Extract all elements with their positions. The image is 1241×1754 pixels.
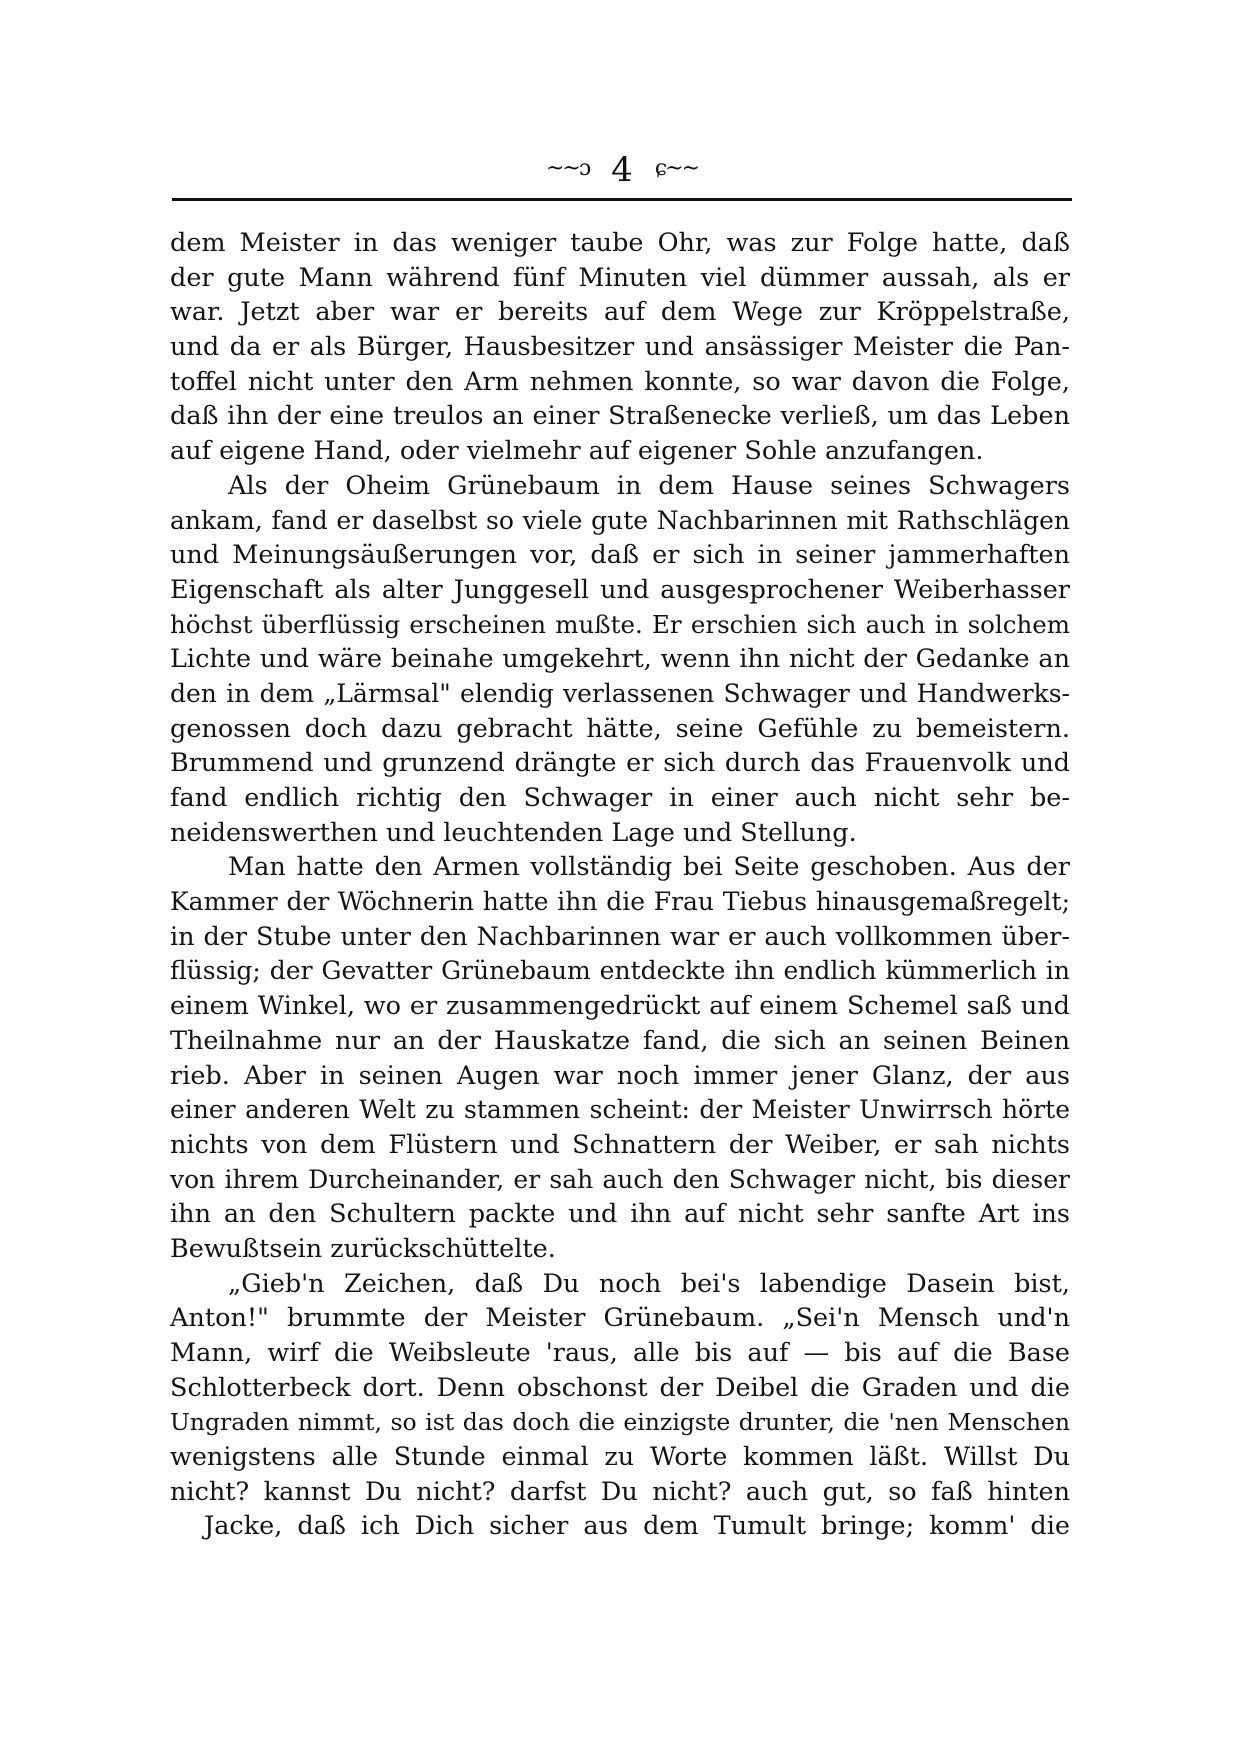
page-number: 4 (611, 150, 633, 190)
text-line: ihn an den Schultern packte und ihn auf nicht sehr sanfte Art ins (170, 1199, 1070, 1230)
text-line: auf eigene Hand, oder vielmehr auf eigener Sohle anzufangen. (170, 436, 984, 467)
text-line: der gute Mann während fünf Minuten viel dümmer aussah, als er (170, 262, 1070, 293)
text-line: Als der Oheim Grünebaum in dem Hause seines Schwagers (228, 470, 1070, 501)
text-line: Jacke, daß ich Dich sicher aus dem Tumult bringe; komm' die (204, 1511, 1070, 1542)
text-line: flüssig; der Gevatter Grünebaum entdeckte ihn endlich kümmerlich in (170, 956, 1070, 986)
text-line: den in dem „Lärmsal" elendig verlassenen Schwager und Handwerks- (170, 678, 1070, 708)
text-line: wenigstens alle Stunde einmal zu Worte kommen läßt. Willst Du (170, 1442, 1070, 1473)
text-line: ankam, fand er daselbst so viele gute Nachbarinnen mit Rathschlägen (170, 505, 1070, 535)
text-line: Anton!" brummte der Meister Grünebaum. „Sei'n Mensch und'n (170, 1303, 1070, 1334)
text-line: nichts von dem Flüstern und Schnattern der Weiber, er sah nichts (170, 1129, 1070, 1160)
text-line: und Meinungsäußerungen vor, daß er sich in seiner jammerhaften (170, 540, 1070, 571)
text-line: einem Winkel, wo er zusammengedrückt auf einem Schemel saß und (170, 991, 1070, 1022)
text-line: Brummend und grunzend drängte er sich durch das Frauenvolk und (170, 748, 1070, 779)
header-rule (172, 198, 1072, 201)
text-line: Schlotterbeck dort. Denn obschonst der Deibel die Graden und die (170, 1372, 1070, 1403)
text-line: Man hatte den Armen vollständig bei Seite geschoben. Aus der (228, 852, 1070, 883)
text-line: „Gieb'n Zeichen, daß Du noch bei's labendige Dasein bist, (228, 1268, 1070, 1299)
right-ornament: ɕ~~ (654, 156, 699, 181)
text-line: neidenswerthen und leuchtenden Lage und Stellung. (170, 817, 857, 848)
text-line: einer anderen Welt zu stammen scheint: der Meister Unwirrsch hörte (170, 1095, 1070, 1125)
text-line: toffel nicht unter den Arm nehmen konnte, so war davon die Folge, (170, 366, 1070, 397)
text-line: war. Jetzt aber war er bereits auf dem Wege zur Kröppelstraße, (170, 297, 1070, 328)
text-line: Bewußtsein zurückschüttelte. (170, 1233, 556, 1264)
text-line: Kammer der Wöchnerin hatte ihn die Frau Tiebus hinausgemaßregelt; (170, 887, 1070, 917)
page-header (172, 150, 1072, 196)
text-line: Mann, wirf die Weibsleute 'raus, alle bis auf — bis auf die Base (170, 1338, 1070, 1368)
text-line: Eigenschaft als alter Junggesell und ausgesprochener Weiberhasser (170, 574, 1070, 605)
text-line: genossen doch dazu gebracht hätte, seine Gefühle zu bemeistern. (170, 713, 1070, 744)
text-line: fand endlich richtig den Schwager in einer auch nicht sehr be- (170, 783, 1070, 813)
text-line: und da er als Bürger, Hausbesitzer und ansässiger Meister die Pan- (170, 332, 1070, 363)
text-line: Theilnahme nur an der Hauskatze fand, die sich an seinen Beinen (170, 1025, 1070, 1056)
text-line: dem Meister in das weniger taube Ohr, was zur Folge hatte, daß (170, 228, 1070, 258)
body-text (170, 226, 1070, 1544)
text-line: in der Stube unter den Nachbarinnen war er auch vollkommen über- (170, 921, 1070, 952)
text-line: daß ihn der eine treulos an einer Straßenecke verließ, um das Leben (170, 401, 1070, 432)
text-line: rieb. Aber in seinen Augen war noch immer jener Glanz, der aus (170, 1060, 1070, 1091)
text-line: höchst überflüssig erscheinen mußte. Er erschien sich auch in solchem (170, 609, 1070, 639)
left-ornament: ~~ɔ (545, 156, 590, 181)
text-line: von ihrem Durcheinander, er sah auch den Schwager nicht, bis dieser (170, 1164, 1070, 1194)
text-line: Ungraden nimmt, so ist das doch die einzigste drunter, die 'nen Menschen (170, 1408, 1070, 1437)
text-line: Lichte und wäre beinahe umgekehrt, wenn ihn nicht der Gedanke an (170, 644, 1070, 675)
text-line: nicht? kannst Du nicht? darfst Du nicht? auch gut, so faß hinten (170, 1476, 1070, 1507)
